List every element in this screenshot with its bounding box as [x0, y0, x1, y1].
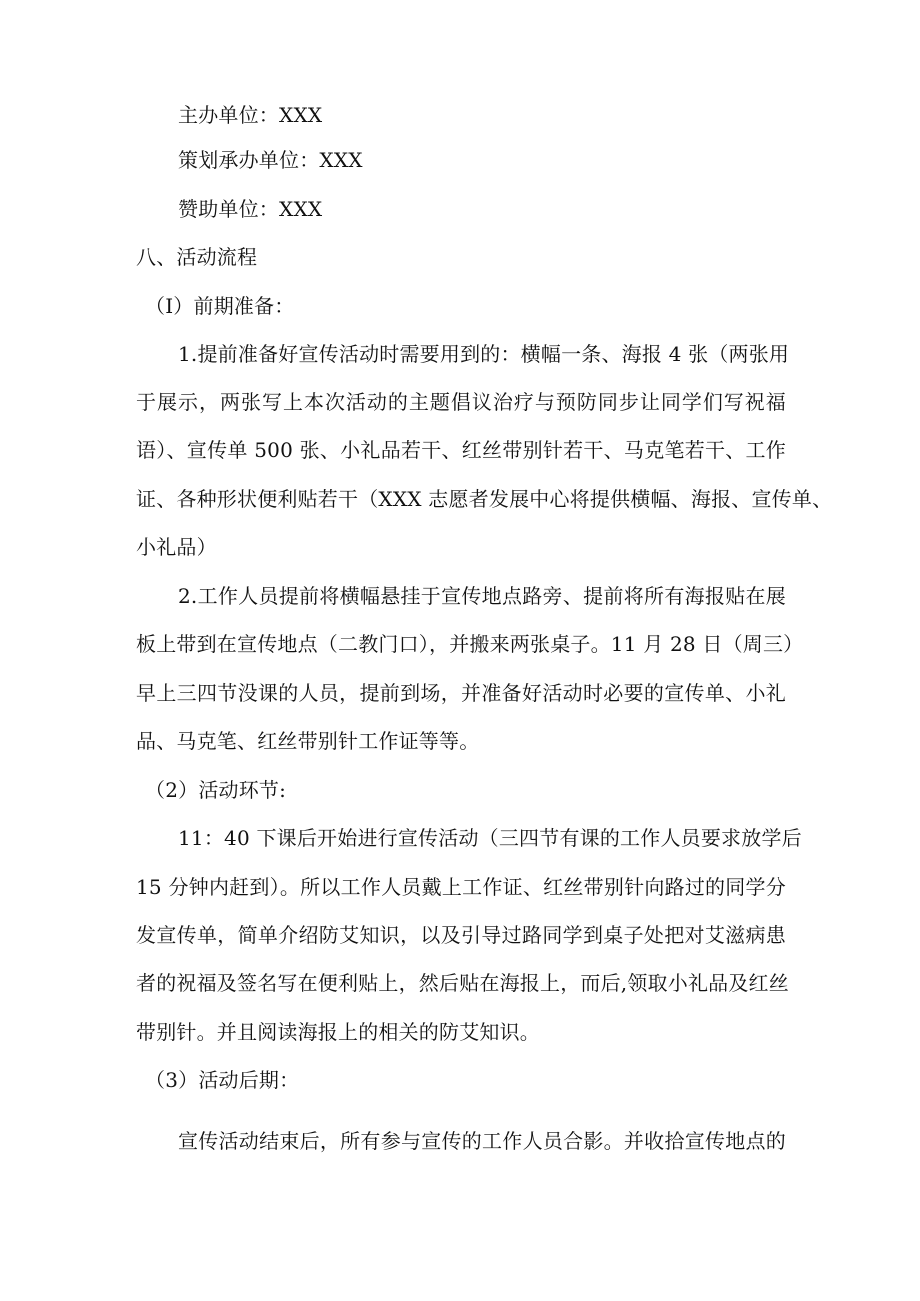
- sponsor-organizer: 赞助单位：XXX: [178, 197, 323, 221]
- paragraph-line: 早上三四节没课的人员，提前到场，并准备好活动时必要的宣传单、小礼: [136, 681, 786, 705]
- paragraph-line: 发宣传单，简单介绍防艾知识，以及引导过路同学到桌子处把对艾滋病患: [136, 923, 786, 947]
- paragraph-line: 1.提前准备好宣传活动时需要用到的：横幅一条、海报 4 张（两张用: [178, 342, 790, 366]
- host-organizer: 主办单位：XXX: [178, 103, 323, 127]
- section-heading: 八、活动流程: [136, 245, 258, 269]
- post-heading: （3）活动后期：: [145, 1068, 300, 1092]
- paragraph-line: 语）、宣传单 500 张、小礼品若干、红丝带别针若干、马克笔若干、工作: [136, 438, 786, 462]
- paragraph-line: 于展示，两张写上本次活动的主题倡议治疗与预防同步让同学们写祝福: [136, 390, 786, 414]
- planner-organizer: 策划承办单位：XXX: [178, 148, 363, 172]
- paragraph-line: 小礼品）: [136, 535, 217, 559]
- prep-heading: （I）前期准备：: [145, 294, 295, 318]
- paragraph-line: 15 分钟内赶到）。所以工作人员戴上工作证、红丝带别针向路过的同学分: [136, 875, 786, 899]
- activity-heading: （2）活动环节:: [145, 778, 287, 802]
- paragraph-line: 品、马克笔、红丝带别针工作证等等。: [136, 729, 480, 753]
- paragraph-line: 板上带到在宣传地点（二教门口），并搬来两张桌子。11 月 28 日（周三）: [136, 632, 804, 656]
- paragraph-line: 宣传活动结束后，所有参与宣传的工作人员合影。并收拾宣传地点的: [178, 1129, 786, 1153]
- paragraph-line: 证、各种形状便利贴若干（XXX 志愿者发展中心将提供横幅、海报、宣传单、: [136, 487, 833, 511]
- paragraph-line: 11：40 下课后开始进行宣传活动（三四节有课的工作人员要求放学后: [178, 826, 802, 850]
- paragraph-line: 2.工作人员提前将横幅悬挂于宣传地点路旁、提前将所有海报贴在展: [178, 584, 786, 608]
- paragraph-line: 者的祝福及签名写在便利贴上，然后贴在海报上，而后,领取小礼品及红丝: [136, 971, 789, 995]
- paragraph-line: 带别针。并且阅读海报上的相关的防艾知识。: [136, 1020, 540, 1044]
